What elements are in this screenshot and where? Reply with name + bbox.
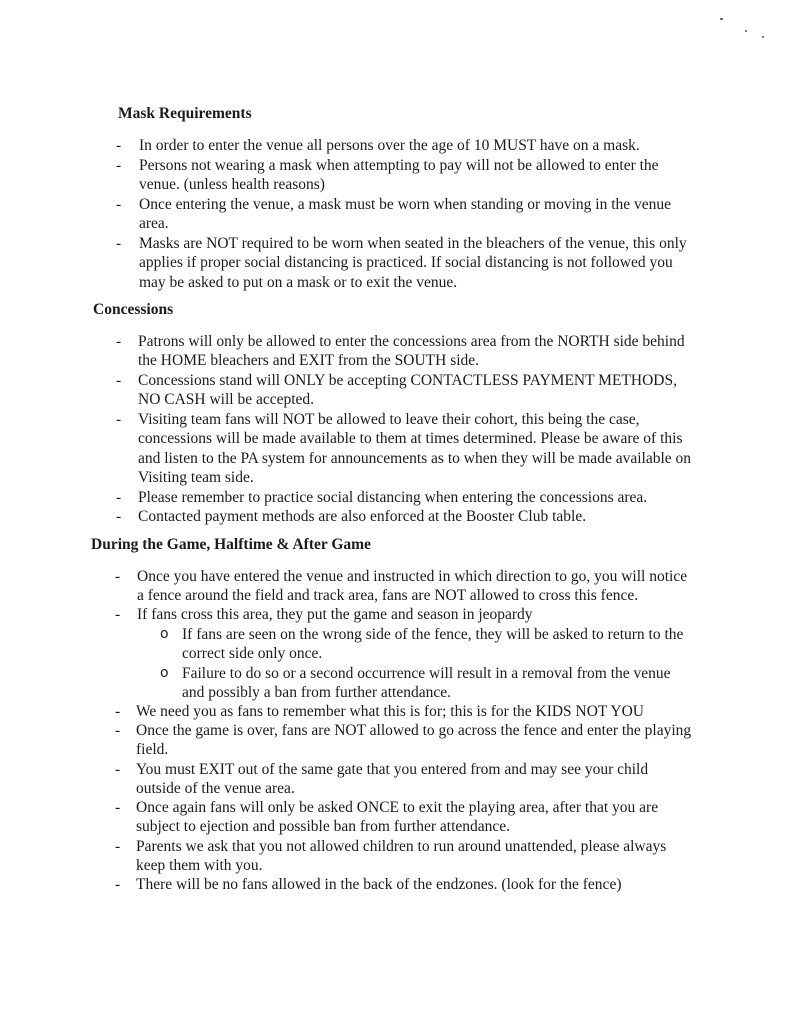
section-heading-mask-requirements: Mask Requirements	[118, 105, 252, 122]
sub-bullet-circle: o	[160, 626, 169, 642]
list-item: Please remember to practice social distancing when entering the concessions area.	[138, 489, 648, 506]
bullet-dash: -	[115, 568, 121, 585]
list-item: There will be no fans allowed in the back of the endzones. (look for the fence)	[136, 876, 622, 893]
bullet-dash: -	[115, 838, 121, 855]
list-item: Once entering the venue, a mask must be worn when standing or moving in the venue area.	[139, 196, 672, 233]
list-item: You must EXIT out of the same gate that you entered from and may see your child outside of the venue area.	[136, 761, 649, 798]
list-item: Once you have entered the venue and instructed in which direction to go, you will notice a fence around the field and track area, fans are NOT allowed to cross this fence.	[137, 568, 688, 605]
list-item: Concessions stand will ONLY be accepting CONTACTLESS PAYMENT METHODS, NO CASH will be accepted.	[138, 372, 677, 409]
list-item: We need you as fans to remember what this is for; this is for the KIDS NOT YOU	[136, 703, 645, 720]
section-heading-concessions: Concessions	[93, 301, 174, 318]
list-item: If fans cross this area, they put the game and season in jeopardy	[137, 606, 533, 623]
scan-speck	[720, 18, 723, 20]
list-item: In order to enter the venue all persons over the age of 10 MUST have on a mask.	[139, 137, 640, 154]
section-heading-during-the-game: During the Game, Halftime & After Game	[91, 536, 371, 553]
bullet-dash: -	[115, 722, 121, 739]
scan-speck	[762, 36, 764, 38]
bullet-dash: -	[115, 876, 121, 893]
list-item: Once the game is over, fans are NOT allowed to go across the fence and enter the playing field.	[136, 722, 692, 759]
bullet-dash: -	[116, 508, 122, 525]
sub-list-item: Failure to do so or a second occurrence will result in a removal from the venue and possibly a ban from further attendance.	[182, 665, 671, 702]
list-item: Masks are NOT required to be worn when seated in the bleachers of the venue, this only applies if proper social distancing is practiced. If social distancing is not followed you may be asked to put on a mask or to exit the venue.	[139, 235, 687, 291]
list-item: Persons not wearing a mask when attempting to pay will not be allowed to enter the venue. (unless health reasons)	[139, 157, 659, 194]
sub-list-item: If fans are seen on the wrong side of the fence, they will be asked to return to the correct side only once.	[182, 626, 684, 663]
list-item: Once again fans will only be asked ONCE to exit the playing area, after that you are subject to ejection and possible ban from further attendance.	[136, 799, 659, 836]
bullet-dash: -	[116, 196, 122, 213]
list-item: Patrons will only be allowed to enter the concessions area from the NORTH side behind the HOME bleachers and EXIT from the SOUTH side.	[138, 333, 685, 370]
bullet-dash: -	[115, 761, 121, 778]
list-item: Parents we ask that you not allowed children to run around unattended, please always keep them with you.	[136, 838, 667, 875]
list-item: Contacted payment methods are also enforced at the Booster Club table.	[138, 508, 587, 525]
sub-bullet-circle: o	[160, 665, 169, 681]
scan-speck	[745, 30, 747, 32]
list-item: Visiting team fans will NOT be allowed to leave their cohort, this being the case, concessions will be made available to them at times determined. Please be aware of this and listen to the PA system for announcements as to when they will be made available on Visiting team side.	[138, 411, 692, 486]
bullet-dash: -	[116, 137, 122, 154]
bullet-dash: -	[116, 333, 122, 350]
bullet-dash: -	[116, 157, 122, 174]
bullet-dash: -	[115, 703, 121, 720]
bullet-dash: -	[115, 606, 121, 623]
bullet-dash: -	[116, 489, 122, 506]
bullet-dash: -	[116, 411, 122, 428]
bullet-dash: -	[116, 372, 122, 389]
bullet-dash: -	[116, 235, 122, 252]
bullet-dash: -	[115, 799, 121, 816]
